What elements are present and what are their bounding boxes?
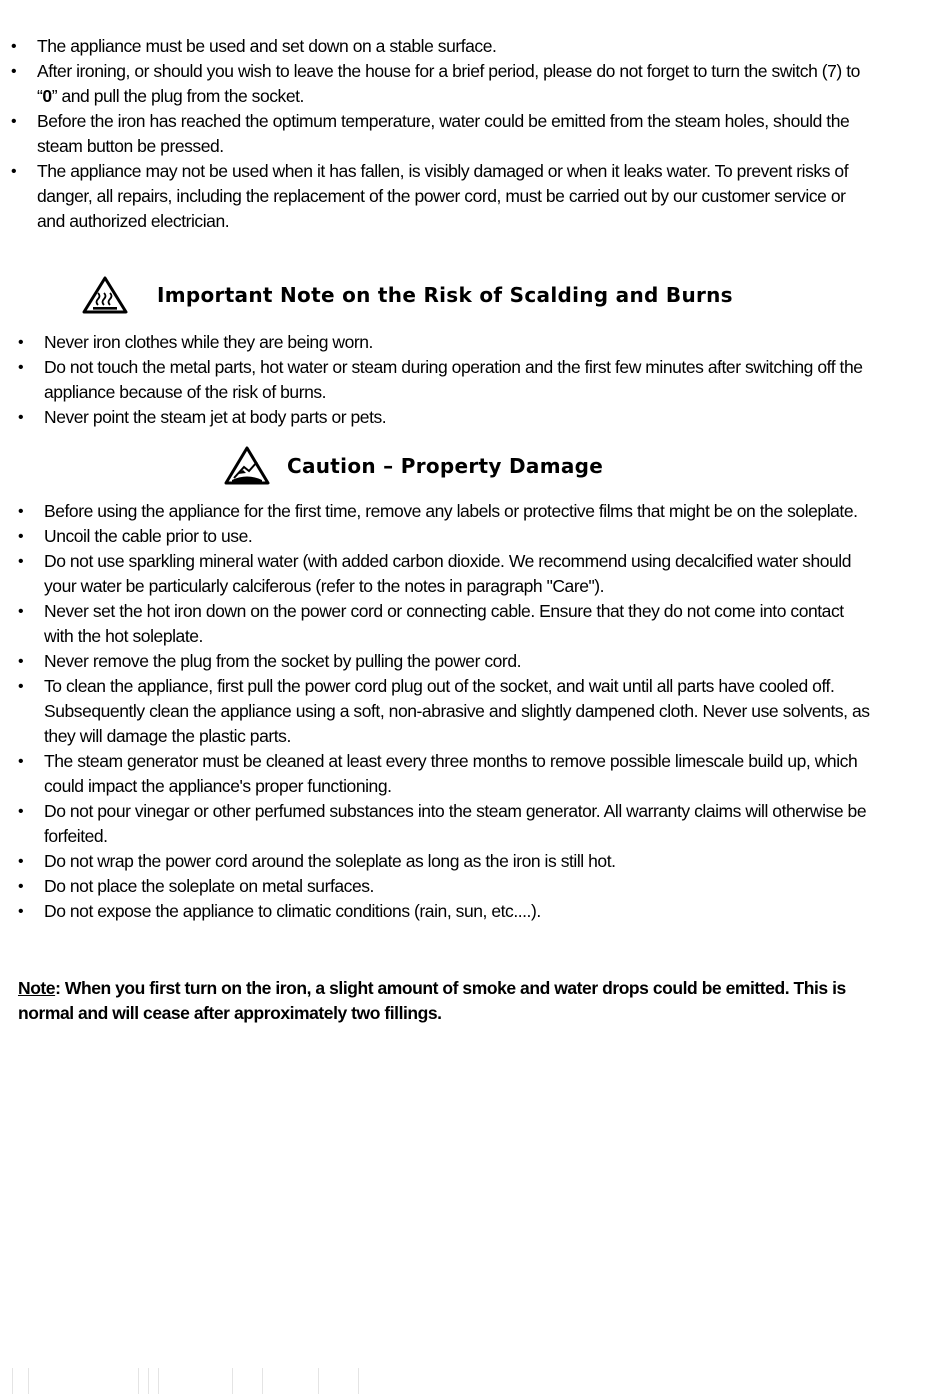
item-text: Never point the steam jet at body parts or pets. [44,407,387,427]
property-damage-warning-icon [224,446,270,486]
heading-title: Caution – Property Damage [287,454,604,478]
list-item [44,649,872,674]
item-text: The steam generator must be cleaned at least every three months to remove possible limescale build up, which could impact the appliance's proper functioning. [44,751,858,796]
safety-list-scalding [44,330,872,430]
item-text: After ironing, or should you wish to leave the house for a brief period, please do not forget to turn the switch (7) to “ [37,61,860,106]
item-text: Do not place the soleplate on metal surfaces. [44,876,374,896]
list-item [44,799,872,849]
list-item [44,524,872,549]
list-item [37,59,872,109]
item-text: Do not pour vinegar or other perfumed substances into the steam generator. All warranty claims will otherwise be forfeited. [44,801,867,846]
item-text: ” and pull the plug from the socket. [51,86,304,106]
list-item [37,159,872,234]
list-item [44,499,872,524]
item-text: Do not use sparkling mineral water (with added carbon dioxide. We recommend using decalcified water should your water be particularly calciferous (refer to the notes in paragraph "Care"). [44,551,852,596]
item-text: Uncoil the cable prior to use. [44,526,253,546]
list-item [37,109,872,159]
item-text: Before the iron has reached the optimum temperature, water could be emitted from the steam holes, should the steam button be pressed. [37,111,850,156]
item-text: The appliance must be used and set down on a stable surface. [37,36,497,56]
scan-edge-marks [0,1368,950,1395]
list-item [37,34,872,59]
note-text: : When you first turn on the iron, a slight amount of smoke and water drops could be emitted. This is normal and will cease after approximately two fillings. [18,978,846,1023]
note-label: Note [18,978,56,998]
item-text: Do not wrap the power cord around the soleplate as long as the iron is still hot. [44,851,616,871]
list-item [44,674,872,749]
item-text: Never set the hot iron down on the power cord or connecting cable. Ensure that they do not come into contact with the hot soleplate. [44,601,844,646]
safety-list-property [44,499,872,924]
list-item [44,599,872,649]
scalding-burns-heading [82,276,733,314]
list-item [44,549,872,599]
list-item [44,749,872,799]
hot-surface-warning-icon [82,276,128,314]
property-damage-heading [224,446,603,486]
list-item [44,874,872,899]
item-text: Never remove the plug from the socket by pulling the power cord. [44,651,522,671]
item-text: The appliance may not be used when it has fallen, is visibly damaged or when it leaks water. To prevent risks of danger, all repairs, including the replacement of the power cord, must be carried out by our customer service or and authorized electrician. [37,161,849,231]
safety-list-general [37,34,872,234]
heading-title: Important Note on the Risk of Scalding and Burns [157,283,733,307]
list-item [44,405,872,430]
item-text: To clean the appliance, first pull the power cord plug out of the socket, and wait until all parts have cooled off. Subsequently clean the appliance using a soft, non-abrasive and slightly dampened cloth. Never use solvents, as they will damage the plastic parts. [44,676,870,746]
list-item [44,330,872,355]
list-item [44,355,872,405]
bold-text: 0 [42,86,52,106]
item-text: Never iron clothes while they are being worn. [44,332,373,352]
item-text: Before using the appliance for the first time, remove any labels or protective films that might be on the soleplate. [44,501,858,521]
item-text: Do not expose the appliance to climatic conditions (rain, sun, etc....). [44,901,541,921]
list-item [44,849,872,874]
note-paragraph [18,976,878,1026]
item-text: Do not touch the metal parts, hot water or steam during operation and the first few minutes after switching off the appliance because of the risk of burns. [44,357,863,402]
list-item [44,899,872,924]
